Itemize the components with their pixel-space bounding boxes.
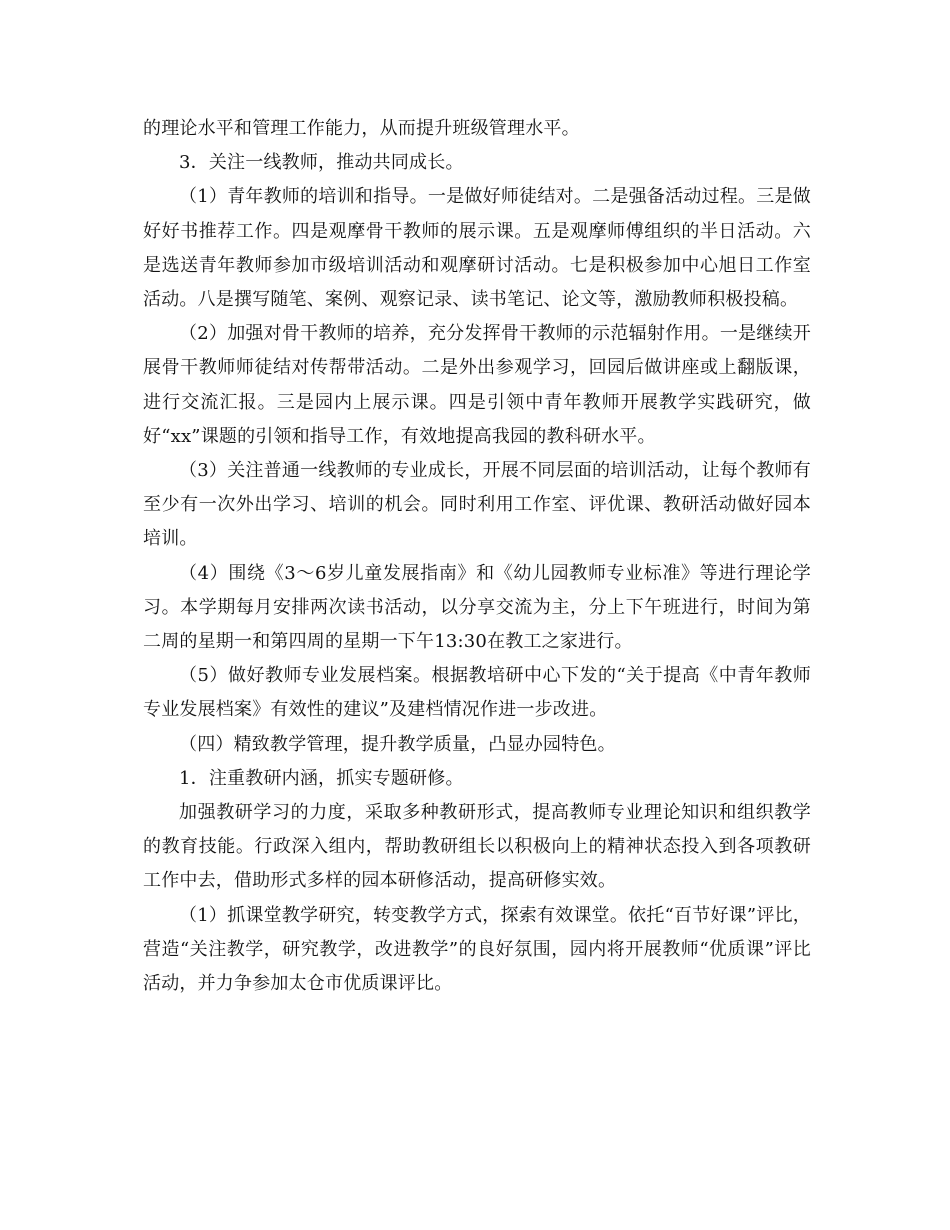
paragraph-backbone-teachers: （2）加强对骨干教师的培养，充分发挥骨干教师的示范辐射作用。一是继续开展骨干教师师徒结对传帮带活动。二是外出参观学习，回园后做讲座或上翻版课，进行交流汇报。三是园内上展示课。四是引领中青年教师开展教学实践研究，做好“xx”课题的引领和指导工作，有效地提高我园的教科研水平。 <box>143 323 811 447</box>
paragraph-theory-study: （4）围绕《3～6岁儿童发展指南》和《幼儿园教师专业标准》等进行理论学习。本学期每月安排两次读书活动，以分享交流为主，分上下午班进行，时间为第二周的星期一和第四周的星期一下午13:30在教工之家进行。 <box>143 562 811 653</box>
paragraph-heading-1: 1．注重教研内涵，抓实专题研修。 <box>179 767 464 789</box>
paragraph-classroom-research: （1）抓课堂教学研究，转变教学方式，探索有效课堂。依托“百节好课”评比，营造“关注教学，研究教学，改进教学”的良好氛围，园内将开展教师“优质课”评比活动，并力争参加太仓市优质课评比。 <box>143 904 811 995</box>
paragraph-general-teachers: （3）关注普通一线教师的专业成长，开展不同层面的培训活动，让每个教师有至少有一次外出学习、培训的机会。同时利用工作室、评优课、教研活动做好园本培训。 <box>143 460 811 550</box>
paragraph-heading-3: 3．关注一线教师，推动共同成长。 <box>179 152 464 174</box>
paragraph-continuation: 的理论水平和管理工作能力，从而提升班级管理水平。 <box>143 118 580 139</box>
paragraph-young-teachers: （1）青年教师的培训和指导。一是做好师徒结对。二是强备活动过程。三是做好好书推荐工作。四是观摩骨干教师的展示课。五是观摩师傅组织的半日活动。六是选送青年教师参加市级培训活动和观摩研讨活动。七是积极参加中心旭日工作室活动。八是撰写随笔、案例、观察记录、读书笔记、论文等，激励教师积极投稿。 <box>143 186 811 311</box>
document-body <box>143 112 811 1001</box>
paragraph-development-archive: （5）做好教师专业发展档案。根据教培研中心下发的“关于提高《中青年教师专业发展档案》有效性的建议”及建档情况作进一步改进。 <box>143 665 811 721</box>
paragraph-research-study: 加强教研学习的力度，采取多种教研形式，提高教师专业理论知识和组织教学的教育技能。行政深入组内，帮助教研组长以积极向上的精神状态投入到各项教研工作中去，借助形式多样的园本研修活动，提高研修实效。 <box>143 802 811 892</box>
paragraph-section-four-heading: （四）精致教学管理，提升教学质量，凸显办园特色。 <box>179 733 616 755</box>
